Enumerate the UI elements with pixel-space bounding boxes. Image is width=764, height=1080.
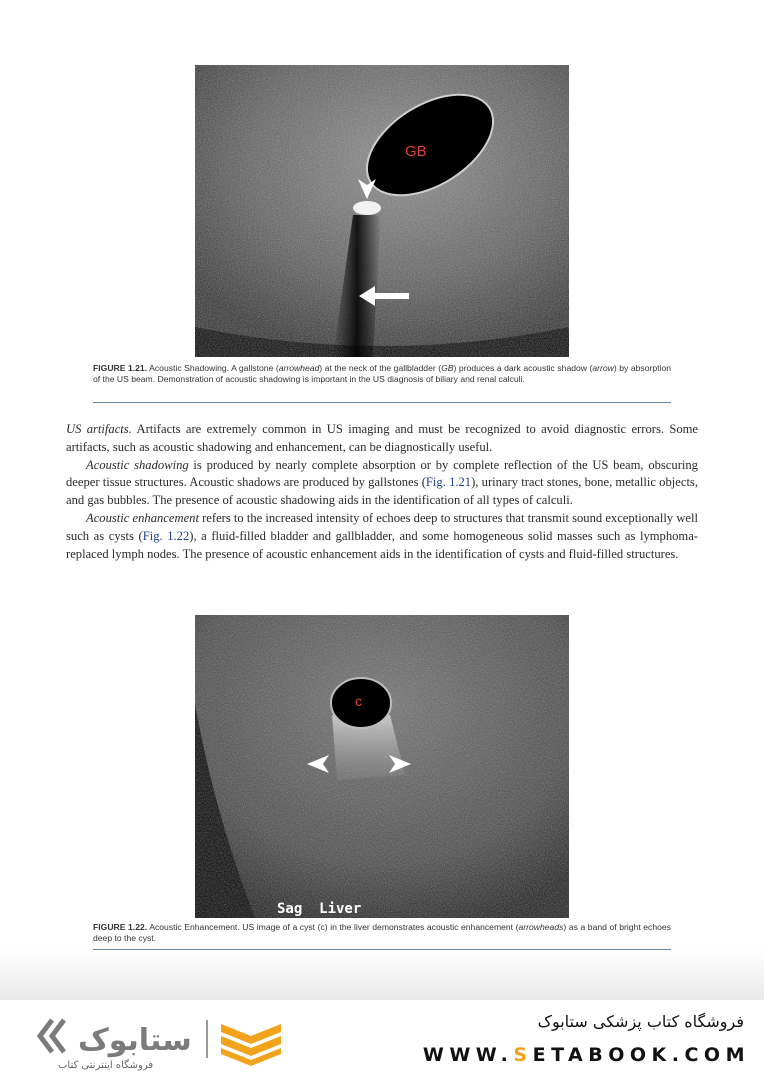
caption-text: ) by absorption of the US beam. Demonstration of acoustic shadowing is important in the US diagnosis of biliary and renal calculi. [93, 363, 672, 384]
figure-1-22-image [195, 615, 569, 918]
speckle-texture [195, 65, 569, 357]
figure-link-1-21[interactable]: Fig. 1.21 [425, 475, 472, 490]
store-url[interactable] [423, 1044, 750, 1066]
gb-label: GB [405, 143, 427, 160]
ultrasound-enhancement-svg [195, 615, 569, 918]
footer-fade [0, 950, 764, 1000]
double-chevron-icon [40, 1020, 64, 1052]
figure-1-21-caption [93, 363, 671, 384]
caption-divider [93, 402, 671, 403]
caption-text: Acoustic Enhancement. US image of a cyst (c) in the liver demonstrates acoustic enhancement ( [147, 922, 519, 932]
figure-link-1-22[interactable]: Fig. 1.22 [142, 528, 190, 543]
caption-text: Acoustic Shadowing. A gallstone ( [147, 363, 279, 373]
url-accent-letter: S [513, 1044, 533, 1066]
body-text [66, 421, 698, 563]
paragraph-text: ), urinary tract stones, bone, metallic objects, and gas bubbles. The presence of acoustic shadowing aids in the identification of all types of calculi. [66, 475, 698, 508]
caption-text: ) produces a dark acoustic shadow ( [453, 363, 593, 373]
caption-italic: arrow [592, 363, 614, 373]
run-in-heading: US artifacts. [66, 422, 132, 436]
paragraph-acoustic-enhancement [66, 510, 698, 563]
logo-tagline: فروشگاه اینترنتی کتاب [58, 1060, 154, 1071]
term-italic: Acoustic enhancement [86, 510, 199, 525]
url-part: ETABOOK.COM [532, 1044, 750, 1066]
paragraph-acoustic-shadowing [66, 457, 698, 510]
store-name: فروشگاه کتاب پزشکی ستابوک [537, 1012, 744, 1031]
term-italic: Acoustic shadowing [86, 457, 189, 472]
logo-divider [206, 1020, 208, 1058]
paragraph-text: refers to the increased intensity of echoes deep to structures that transmit sound exceptionally well such as cysts ( [66, 510, 698, 543]
caption-text: ) as a band of bright echoes deep to the cyst. [93, 922, 671, 943]
book-stack-icon [221, 1024, 281, 1066]
gallstone [353, 201, 381, 215]
ultrasound-shadowing-svg [195, 65, 569, 357]
caption-italic: arrowhead [278, 363, 320, 373]
figure-1-22-caption [93, 922, 671, 943]
caption-italic: GB [441, 363, 454, 373]
caption-number: FIGURE 1.21. [93, 363, 148, 373]
scan-label-overlay: Sag Liver [277, 901, 362, 917]
caption-italic: arrowheads [518, 922, 564, 932]
paragraph-text: ), a fluid-filled bladder and gallbladder, and some homogeneous solid masses such as lymphoma-replaced lymph nodes. The presence of acoustic enhancement aids in the identification of cysts and fluid-filled structures. [66, 528, 699, 561]
paragraph-text: Artifacts are extremely common in US imaging and must be recognized to avoid diagnostic errors. Some artifacts, such as acoustic shadowing and enhancement, can be diagnostically useful. [66, 422, 699, 454]
caption-number: FIGURE 1.22. [93, 922, 148, 932]
url-part: WWW. [422, 1044, 514, 1066]
setabook-logo [36, 1014, 296, 1066]
paragraph-text: is produced by nearly complete absorption or by complete reflection of the US beam, obscuring deeper tissue structures. Acoustic shadows are produced by gallstones ( [66, 457, 698, 490]
logo-wordmark: ستابوک [78, 1023, 192, 1058]
cyst-label: c [355, 693, 362, 709]
figure-1-21-image [195, 65, 569, 357]
caption-text: ) at the neck of the gallbladder ( [319, 363, 442, 373]
paragraph-us-artifacts [66, 421, 698, 457]
